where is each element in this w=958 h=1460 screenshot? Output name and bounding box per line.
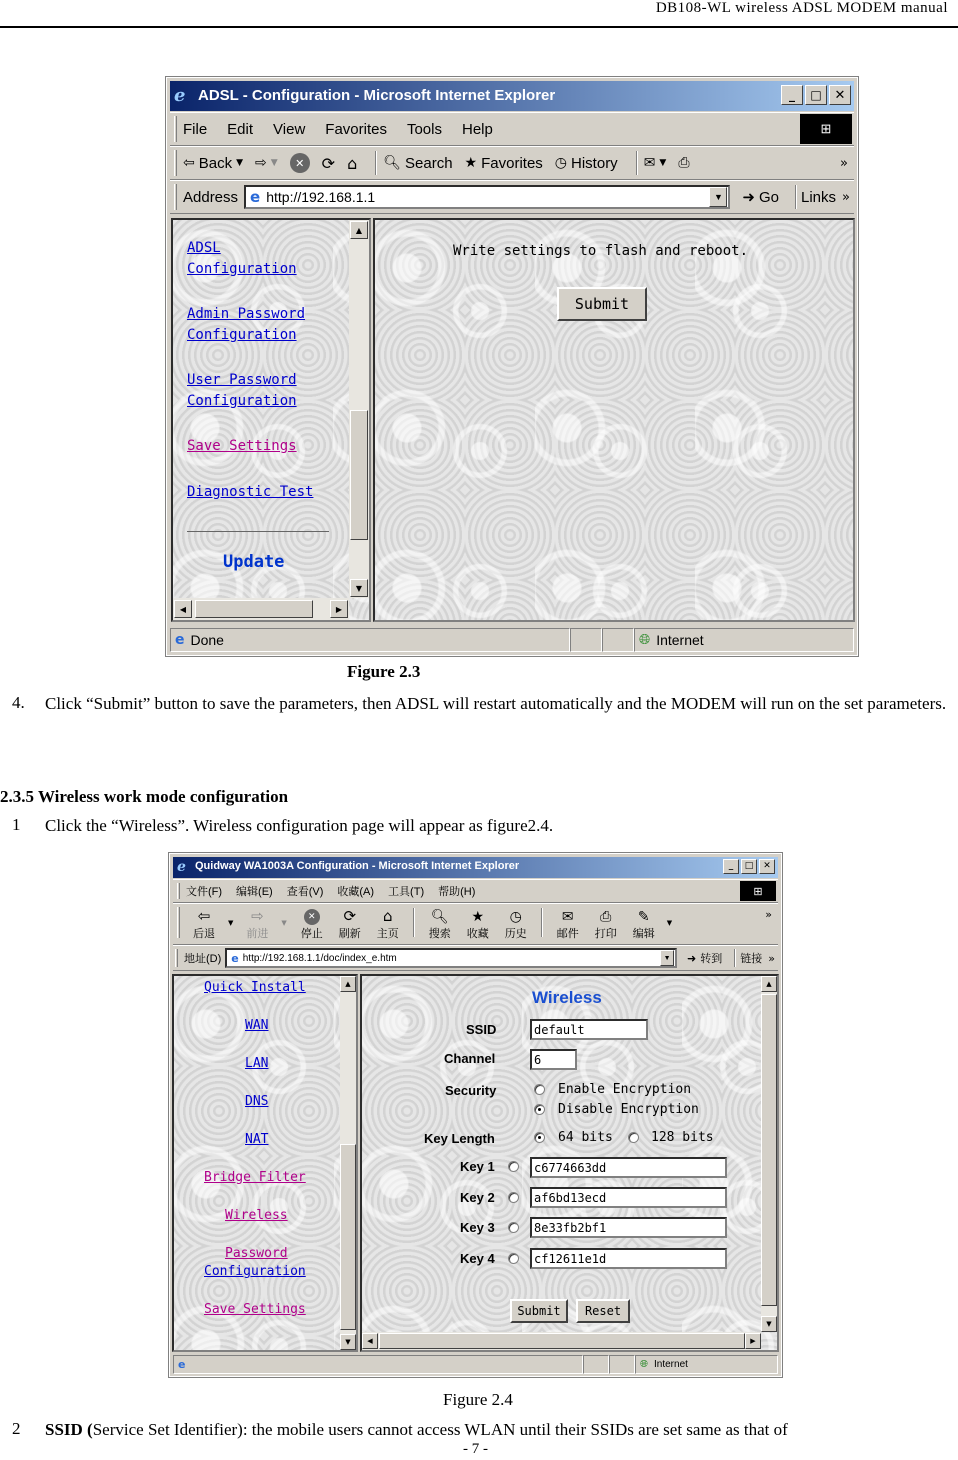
menu-bar (173, 879, 778, 903)
print-button[interactable] (678, 155, 689, 171)
menu-favorites[interactable]: Favorites (325, 120, 387, 138)
minimize-button[interactable]: _ (723, 859, 739, 874)
menu-file[interactable]: 文件(F) (186, 886, 223, 898)
scroll-right-button[interactable]: ▶ (745, 1333, 761, 1349)
mail-icon: ✉ (561, 909, 574, 925)
home-icon: ⌂ (347, 153, 358, 173)
menu-tools[interactable]: Tools (406, 120, 442, 138)
figure-2-3-caption: Figure 2.3 (347, 662, 421, 681)
menu-edit[interactable]: 编辑(E) (236, 886, 273, 898)
favorites-button[interactable]: ★ Favorites (464, 154, 543, 172)
search-button[interactable]: 🔍︎ 搜索 (428, 909, 451, 940)
address-label: 地址(D) (184, 953, 222, 965)
key4-input[interactable]: cf12611e1d (530, 1248, 727, 1269)
submit-button[interactable]: Submit (510, 1299, 568, 1323)
nav-link-adsl-config[interactable]: Configuration (187, 261, 297, 277)
disable-encryption-label: Disable Encryption (558, 1102, 699, 1117)
enable-encryption-radio[interactable] (534, 1084, 545, 1095)
menu-view[interactable]: View (273, 120, 306, 138)
main-vertical-scrollbar[interactable] (761, 976, 777, 1332)
nav-link-bridge-filter[interactable]: Bridge Filter (204, 1170, 306, 1185)
scroll-up-button[interactable]: ▲ (761, 976, 777, 992)
more-chevron-icon[interactable]: » (768, 951, 775, 965)
chevron-down-icon: ▼ (659, 158, 667, 168)
go-arrow-icon: ➜ (742, 188, 755, 206)
scroll-down-button[interactable]: ▼ (340, 1334, 356, 1350)
favorites-button[interactable]: ★ 收藏 (466, 909, 489, 940)
address-label: Address (183, 188, 239, 206)
toolbar (170, 146, 854, 180)
more-chevron-icon[interactable]: » (765, 908, 772, 921)
update-label[interactable]: Update (223, 552, 285, 572)
reset-button[interactable]: Reset (576, 1299, 630, 1323)
refresh-button[interactable] (322, 154, 335, 173)
nav-link-diagnostic-test[interactable]: Diagnostic Test (187, 484, 314, 500)
home-button[interactable] (347, 154, 357, 173)
address-bar (170, 180, 854, 214)
forward-arrow-icon: ⇨ (255, 155, 267, 171)
nav-link-user-password[interactable]: User Password (187, 372, 297, 388)
print-icon: ⎙ (600, 909, 612, 925)
forward-arrow-icon: ⇨ (251, 907, 264, 925)
history-icon: ◷ (554, 155, 568, 171)
address-input[interactable] (225, 948, 677, 968)
security-label: Security (445, 1083, 497, 1098)
page-icon: e (178, 1358, 186, 1371)
menu-view[interactable]: 查看(V) (286, 886, 324, 898)
scroll-thumb[interactable] (340, 1144, 356, 1330)
nav-horizontal-scrollbar[interactable] (173, 598, 349, 620)
back-button[interactable]: ⇦ Back ▼ (183, 154, 244, 172)
title-bar (170, 81, 854, 111)
title-bar (173, 857, 778, 878)
nav-link-lan[interactable]: LAN (245, 1056, 269, 1071)
key3-input[interactable]: 8e33fb2bf1 (530, 1217, 727, 1238)
nav-divider (187, 531, 329, 532)
key-length-64-radio[interactable] (534, 1132, 545, 1143)
key1-label: Key 1 (460, 1159, 495, 1174)
forward-button[interactable] (255, 155, 278, 171)
chevron-down-icon: ▼ (236, 158, 244, 168)
status-done: Done (190, 632, 224, 648)
key3-radio[interactable] (508, 1222, 519, 1233)
scroll-up-button[interactable]: ▲ (350, 221, 368, 239)
menu-favorites[interactable]: 收藏(A) (337, 886, 375, 898)
key-length-128-label: 128 bits (651, 1130, 714, 1145)
close-button[interactable]: ✕ (759, 859, 775, 874)
window-title: Quidway WA1003A Configuration - Microsoft Internet Explorer (195, 860, 520, 872)
favorites-icon: ★ (471, 909, 485, 925)
figure-2-4-caption: Figure 2.4 (443, 1390, 513, 1409)
nav-vertical-scrollbar[interactable] (349, 220, 369, 598)
status-zone-panel (634, 628, 854, 652)
windows-logo-icon: ⊞ (740, 881, 776, 901)
status-zone: Internet (656, 632, 704, 648)
nav-link-admin-password[interactable]: Admin Password (187, 306, 306, 322)
main-horizontal-scrollbar[interactable] (362, 1332, 761, 1350)
mail-button[interactable] (644, 155, 667, 171)
links-button[interactable]: Links (801, 188, 837, 206)
nav-link-adsl-config[interactable]: ADSL (187, 240, 221, 256)
key4-label: Key 4 (460, 1251, 495, 1266)
scroll-down-button[interactable]: ▼ (350, 579, 368, 597)
menu-bar (170, 112, 854, 146)
step-2-text (45, 1415, 788, 1444)
ssid-label: SSID (466, 1022, 497, 1037)
ie-logo-icon: e (177, 859, 186, 875)
ssid-input[interactable]: default (530, 1019, 648, 1040)
nav-link-password-config[interactable]: Configuration (204, 1264, 306, 1279)
page-number: - 7 - (463, 1441, 488, 1457)
disable-encryption-radio[interactable] (534, 1104, 545, 1115)
address-value: http://192.168.1.1 (266, 189, 376, 205)
maximize-button[interactable]: □ (805, 85, 827, 105)
status-bar (173, 1355, 778, 1374)
print-icon: ⎙ (678, 155, 690, 171)
back-arrow-icon: ⇦ (197, 907, 211, 925)
page-icon: e (250, 188, 261, 206)
key3-label: Key 3 (460, 1220, 495, 1235)
nav-vertical-scrollbar[interactable] (340, 976, 356, 1350)
key2-label: Key 2 (460, 1190, 495, 1205)
menu-file[interactable]: File (183, 120, 208, 138)
address-dropdown-button[interactable]: ▼ (660, 950, 674, 966)
nav-link-quick-install[interactable]: Quick Install (204, 980, 306, 995)
home-icon: ⌂ (383, 907, 393, 925)
key-length-label: Key Length (424, 1131, 495, 1146)
globe-icon: 🌐︎ (639, 632, 651, 648)
stop-button[interactable]: ✕ 停止 (293, 909, 331, 941)
reboot-instruction: Write settings to flash and reboot. (453, 243, 749, 259)
nav-link-password-config[interactable]: Password (225, 1246, 288, 1261)
go-arrow-icon: ➜ (687, 951, 697, 965)
status-panel (173, 1355, 583, 1374)
address-value: http://192.168.1.1/doc/index_e.htm (242, 952, 397, 964)
header-text: DB108-WL wireless ADSL MODEM manual (655, 0, 948, 16)
minimize-button[interactable]: _ (781, 85, 803, 105)
search-icon: 🔍︎ (430, 909, 449, 925)
mail-button[interactable]: ✉ 邮件 (556, 909, 579, 940)
step-4-text: Click “Submit” button to save the parameters, then ADSL will restart automatically and the MODEM will run on the set parameters. (45, 694, 947, 713)
favorites-icon: ★ (464, 155, 478, 171)
figure-2-4-browser-window (169, 853, 782, 1377)
scroll-thumb[interactable] (761, 994, 777, 1306)
key1-input[interactable]: c6774663dd (530, 1157, 727, 1178)
toolbar (173, 903, 778, 945)
nav-link-admin-password[interactable]: Configuration (187, 327, 297, 343)
chevron-down-icon: ▼ (270, 158, 278, 168)
menu-help[interactable]: 帮助(H) (438, 886, 476, 898)
refresh-button[interactable]: ⟳ 刷新 (338, 907, 361, 940)
back-arrow-icon: ⇦ (183, 155, 195, 171)
nav-link-save-settings[interactable]: Save Settings (187, 438, 297, 454)
search-button[interactable]: 🔍︎ Search (383, 154, 453, 172)
status-zone: Internet (654, 1359, 688, 1370)
go-button[interactable]: ➜ Go (742, 188, 779, 206)
submit-button[interactable]: Submit (557, 287, 647, 321)
edit-icon: ✎ (637, 909, 650, 925)
channel-input[interactable]: 6 (530, 1049, 577, 1070)
menu-tools[interactable]: 工具(T) (388, 886, 425, 898)
stop-icon: ✕ (290, 153, 310, 173)
status-zone-panel (635, 1355, 778, 1374)
nav-link-wireless[interactable]: Wireless (225, 1208, 288, 1223)
globe-icon: 🌐︎ (640, 1359, 648, 1370)
section-heading: 2.3.5 Wireless work mode configuration (0, 787, 289, 806)
edit-button[interactable]: ✎ 编辑 (632, 909, 655, 940)
nav-frame (172, 974, 358, 1352)
key1-radio[interactable] (508, 1161, 519, 1172)
more-chevron-icon[interactable]: » (840, 155, 848, 171)
address-bar (173, 945, 778, 971)
refresh-icon: ⟳ (321, 153, 336, 173)
key2-radio[interactable] (508, 1192, 519, 1203)
scroll-left-button[interactable]: ◀ (362, 1333, 378, 1349)
key2-input[interactable]: af6bd13ecd (530, 1187, 727, 1208)
address-input[interactable] (244, 185, 730, 209)
status-done-panel (170, 628, 570, 652)
scroll-thumb[interactable] (195, 600, 313, 618)
step-2-number: 2 (12, 1419, 21, 1438)
nav-link-user-password[interactable]: Configuration (187, 393, 297, 409)
step-1-text: Click the “Wireless”. Wireless configuration page will appear as figure2.4. (45, 816, 554, 835)
back-button[interactable]: ⇦ 后退 (193, 907, 215, 940)
history-icon: ◷ (509, 909, 522, 925)
page-icon: e (175, 632, 185, 648)
wireless-heading: Wireless (532, 988, 602, 1007)
more-chevron-icon[interactable]: » (842, 189, 850, 205)
step-4-number: 4. (12, 693, 25, 712)
history-button[interactable]: ◷ History (554, 154, 618, 172)
stop-icon: ✕ (304, 909, 320, 925)
go-button[interactable]: ➜ 转到 (687, 951, 723, 965)
nav-link-save-settings[interactable]: Save Settings (204, 1302, 306, 1317)
home-button[interactable]: ⌂ 主页 (376, 907, 399, 940)
ssid-term: SSID ( (45, 1420, 93, 1439)
chevron-down-icon[interactable]: ▼ (228, 918, 234, 927)
history-button[interactable]: ◷ 历史 (504, 909, 527, 940)
chevron-down-icon[interactable]: ▼ (281, 918, 287, 927)
scroll-down-button[interactable]: ▼ (761, 1316, 777, 1332)
windows-logo-icon: ⊞ (800, 114, 852, 144)
scroll-thumb[interactable] (350, 410, 368, 540)
stop-button[interactable] (290, 153, 310, 173)
links-button[interactable]: 链接 (740, 953, 763, 965)
key4-radio[interactable] (508, 1253, 519, 1264)
nav-link-nat[interactable]: NAT (245, 1132, 269, 1147)
close-button[interactable]: ✕ (829, 85, 851, 105)
status-bar (170, 628, 854, 652)
refresh-icon: ⟳ (343, 907, 357, 925)
scroll-left-button[interactable]: ◀ (174, 600, 192, 618)
main-frame (360, 974, 779, 1352)
nav-frame (171, 218, 371, 622)
step-1-number: 1 (12, 815, 21, 834)
channel-label: Channel (444, 1051, 496, 1066)
key-length-64-label: 64 bits (558, 1130, 613, 1145)
address-dropdown-button[interactable]: ▼ (709, 187, 727, 207)
search-icon: 🔍︎ (383, 155, 402, 171)
chevron-down-icon[interactable]: ▼ (666, 918, 673, 927)
ie-logo-icon: e (174, 85, 186, 106)
figure-2-3-browser-window (166, 77, 858, 656)
nav-link-wan[interactable]: WAN (245, 1018, 269, 1033)
menu-edit[interactable]: Edit (227, 120, 254, 138)
page-icon: e (231, 951, 239, 965)
enable-encryption-label: Enable Encryption (558, 1082, 692, 1097)
main-frame (373, 218, 855, 622)
key-length-128-radio[interactable] (628, 1132, 639, 1143)
mail-icon: ✉ (643, 155, 656, 171)
forward-button[interactable]: ⇨ 前进 (246, 907, 269, 940)
menu-help[interactable]: Help (462, 120, 493, 138)
print-button[interactable]: ⎙ 打印 (594, 909, 617, 940)
scroll-thumb[interactable] (379, 1333, 745, 1349)
scroll-right-button[interactable]: ▶ (330, 600, 348, 618)
maximize-button[interactable]: □ (741, 859, 757, 874)
window-title: ADSL - Configuration - Microsoft Internet Explorer (198, 87, 556, 104)
step-2-description: Service Set Identifier): the mobile users cannot access WLAN until their SSIDs are set same as that of (92, 1420, 788, 1439)
nav-link-dns[interactable]: DNS (245, 1094, 269, 1109)
scroll-up-button[interactable]: ▲ (340, 976, 356, 992)
page-header (0, 0, 958, 28)
